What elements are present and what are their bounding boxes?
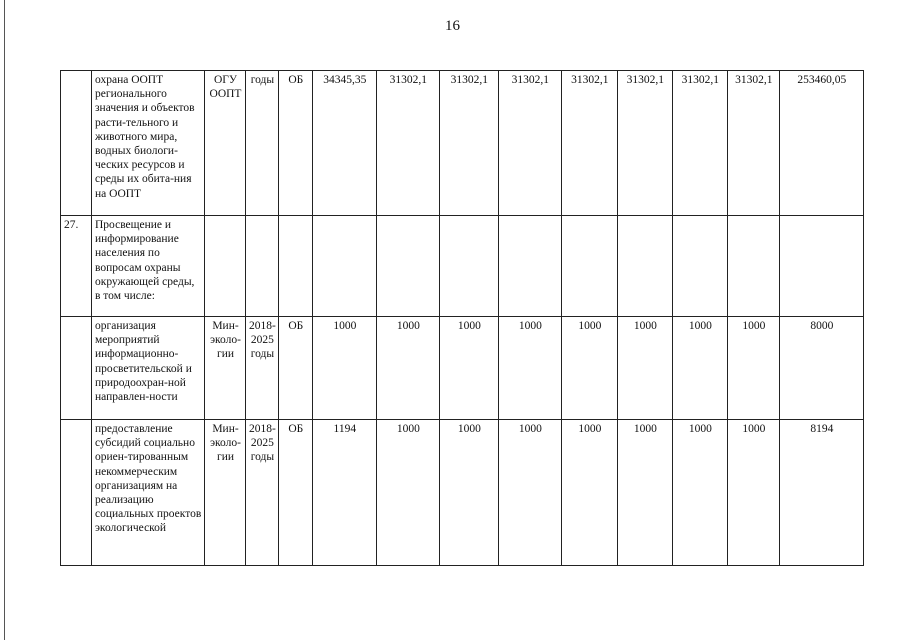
measure-name: охрана ООПТ регионального значения и объектов расти-тельного и животного мира, водных биологи-ческих ресурсов и среды их обита-ния на ООПТ bbox=[92, 71, 205, 216]
year-value bbox=[376, 216, 439, 317]
period bbox=[246, 216, 279, 317]
year-value bbox=[439, 216, 498, 317]
funding-source: ОБ bbox=[278, 71, 312, 216]
total-value: 8194 bbox=[779, 420, 863, 566]
year-value: 31302,1 bbox=[561, 71, 617, 216]
period: 2018-2025 годы bbox=[246, 317, 279, 420]
year-value: 31302,1 bbox=[727, 71, 779, 216]
program-table bbox=[60, 70, 864, 566]
table-row bbox=[61, 71, 864, 216]
table-row bbox=[61, 216, 864, 317]
row-number: 27. bbox=[61, 216, 92, 317]
total-value: 8000 bbox=[779, 317, 863, 420]
measure-name: предоставление субсидий социально ориен-тированным некоммерческим организациям на реализацию социальных проектов экологической bbox=[92, 420, 205, 566]
year-value: 31302,1 bbox=[439, 71, 498, 216]
year-value: 1000 bbox=[561, 420, 617, 566]
year-value bbox=[617, 216, 672, 317]
row-number bbox=[61, 420, 92, 566]
year-value: 1000 bbox=[672, 420, 727, 566]
executor: Мин-эколо-гии bbox=[205, 420, 246, 566]
year-value: 1000 bbox=[617, 420, 672, 566]
table-row bbox=[61, 317, 864, 420]
year-value: 31302,1 bbox=[376, 71, 439, 216]
row-number bbox=[61, 317, 92, 420]
year-value: 1000 bbox=[376, 420, 439, 566]
period: годы bbox=[246, 71, 279, 216]
year-value: 34345,35 bbox=[312, 71, 376, 216]
year-value: 1000 bbox=[498, 420, 561, 566]
total-value bbox=[779, 216, 863, 317]
period: 2018-2025 годы bbox=[246, 420, 279, 566]
year-value: 1000 bbox=[727, 317, 779, 420]
executor bbox=[205, 216, 246, 317]
year-value: 1000 bbox=[376, 317, 439, 420]
year-value bbox=[312, 216, 376, 317]
year-value: 1000 bbox=[727, 420, 779, 566]
total-value: 253460,05 bbox=[779, 71, 863, 216]
year-value: 1000 bbox=[617, 317, 672, 420]
executor: ОГУ ООПТ bbox=[205, 71, 246, 216]
table-row bbox=[61, 420, 864, 566]
year-value: 31302,1 bbox=[498, 71, 561, 216]
page-edge-line bbox=[4, 0, 5, 640]
year-value: 31302,1 bbox=[617, 71, 672, 216]
year-value: 1194 bbox=[312, 420, 376, 566]
funding-source bbox=[278, 216, 312, 317]
page-number: 16 bbox=[445, 18, 460, 34]
year-value: 1000 bbox=[498, 317, 561, 420]
year-value bbox=[498, 216, 561, 317]
year-value: 1000 bbox=[561, 317, 617, 420]
measure-name: Просвещение и информирование населения по вопросам охраны окружающей среды, в том числе: bbox=[92, 216, 205, 317]
funding-source: ОБ bbox=[278, 317, 312, 420]
year-value bbox=[672, 216, 727, 317]
year-value bbox=[727, 216, 779, 317]
year-value: 1000 bbox=[312, 317, 376, 420]
row-number bbox=[61, 71, 92, 216]
year-value: 1000 bbox=[439, 420, 498, 566]
year-value: 1000 bbox=[439, 317, 498, 420]
year-value bbox=[561, 216, 617, 317]
measure-name: организация мероприятий информационно-просветительской и природоохран-ной направлен-ности bbox=[92, 317, 205, 420]
year-value: 31302,1 bbox=[672, 71, 727, 216]
year-value: 1000 bbox=[672, 317, 727, 420]
funding-source: ОБ bbox=[278, 420, 312, 566]
executor: Мин-эколо-гии bbox=[205, 317, 246, 420]
